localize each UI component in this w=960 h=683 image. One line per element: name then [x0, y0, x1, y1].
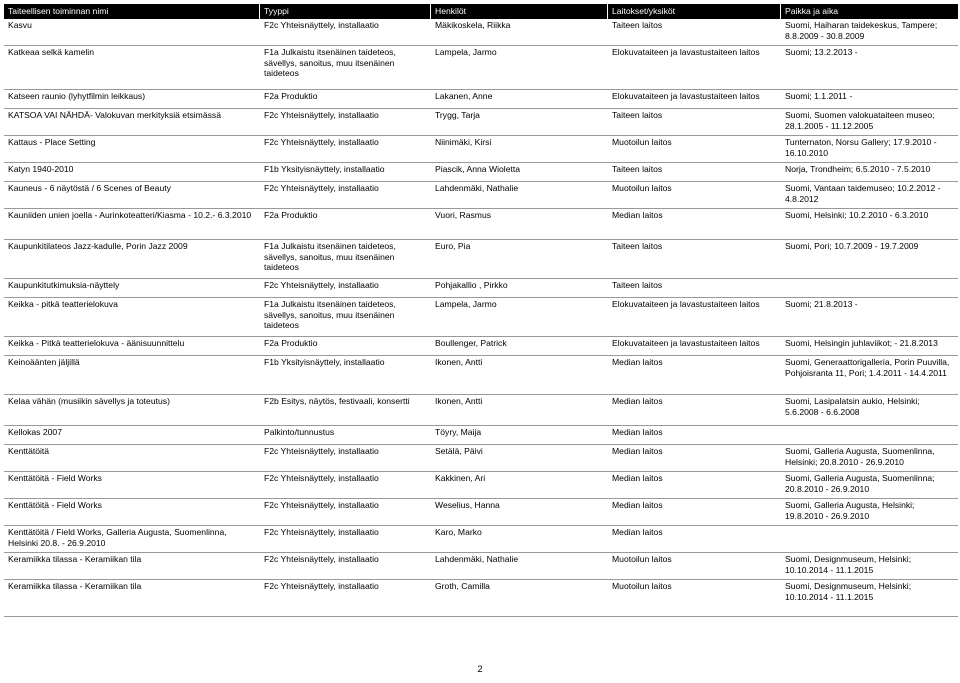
- cell-place-time: [781, 279, 958, 297]
- cell-type: F2c Yhteisnäyttely, installaatio: [264, 110, 379, 120]
- cell-name: Katyn 1940-2010: [8, 164, 74, 174]
- table-row: [4, 395, 958, 426]
- header-units: Laitokset/yksiköt: [608, 4, 781, 19]
- cell-persons: Töyry, Maija: [435, 427, 482, 437]
- cell-type: F2c Yhteisnäyttely, installaatio: [264, 280, 379, 290]
- cell-type: F2b Esitys, näytös, festivaali, konsertti: [264, 396, 410, 406]
- cell-name: Kenttätöitä - Field Works: [8, 500, 102, 510]
- cell-place-time: Suomi, Helsingin juhlaviikot; - 21.8.2013: [785, 338, 938, 348]
- cell-name: Keramiikka tilassa - Keramiikan tila: [8, 554, 142, 564]
- cell-type: F2c Yhteisnäyttely, installaatio: [264, 581, 379, 591]
- cell-name: Katkeaa selkä kamelin: [8, 47, 94, 57]
- cell-name: Kenttätöitä: [8, 446, 50, 456]
- table-row: [4, 209, 958, 240]
- cell-name: Kenttätöitä / Field Works, Galleria Augusta, Suomenlinna, Helsinki 20.8. - 26.9.2010: [8, 527, 227, 548]
- activities-table: [4, 4, 958, 617]
- table-row: [4, 445, 958, 472]
- cell-units: Median laitos: [612, 357, 663, 367]
- cell-units: Elokuvataiteen ja lavastustaiteen laitos: [612, 299, 760, 309]
- table-row: [4, 298, 958, 337]
- page-number: 2: [477, 664, 483, 675]
- table-row: [4, 109, 958, 136]
- cell-name: Kenttätöitä - Field Works: [8, 473, 102, 483]
- cell-place-time: Suomi, Helsinki; 10.2.2010 - 6.3.2010: [785, 210, 929, 220]
- header-place-time: Paikka ja aika: [781, 4, 958, 19]
- cell-persons: Lakanen, Anne: [435, 91, 493, 101]
- cell-place-time: Norja, Trondheim; 6.5.2010 - 7.5.2010: [785, 164, 931, 174]
- header-persons: Henkilöt: [431, 4, 608, 19]
- cell-place-time: Suomi; 13.2.2013 -: [785, 47, 858, 57]
- cell-place-time: Suomi, Generaattorigalleria, Porin Puuvilla, Pohjoisranta 11, Pori; 1.4.2011 - 14.4.2011: [785, 357, 950, 378]
- cell-type: F2c Yhteisnäyttely, installaatio: [264, 183, 379, 193]
- cell-place-time: [781, 426, 958, 444]
- table-row: [4, 163, 958, 182]
- cell-name: Kaupunkitutkimuksia-näyttely: [8, 280, 120, 290]
- cell-type: F2c Yhteisnäyttely, installaatio: [264, 554, 379, 564]
- cell-units: Muotoilun laitos: [612, 554, 672, 564]
- table-row: [4, 499, 958, 526]
- cell-place-time: Suomi, Haiharan taidekeskus, Tampere; 8.8.2009 - 30.8.2009: [785, 20, 938, 41]
- cell-type: F2c Yhteisnäyttely, installaatio: [264, 137, 379, 147]
- cell-units: Taiteen laitos: [612, 164, 663, 174]
- table-header: [4, 4, 958, 19]
- table-row: [4, 240, 958, 279]
- cell-type: F2c Yhteisnäyttely, installaatio: [264, 500, 379, 510]
- cell-persons: Kakkinen, Ari: [435, 473, 486, 483]
- table-row: [4, 553, 958, 580]
- cell-units: Median laitos: [612, 396, 663, 406]
- cell-name: Kasvu: [8, 20, 32, 30]
- table-row: [4, 46, 958, 90]
- table-row: [4, 426, 958, 445]
- cell-persons: Euro, Pia: [435, 241, 471, 251]
- table-row: [4, 279, 958, 298]
- cell-persons: Boullenger, Patrick: [435, 338, 507, 348]
- table-row: [4, 182, 958, 209]
- cell-type: F1b Yksityisnäyttely, installaatio: [264, 164, 385, 174]
- cell-units: Median laitos: [612, 446, 663, 456]
- cell-name: Kauniiden unien joella - Aurinkoteatteri/Kiasma - 10.2.- 6.3.2010: [8, 210, 252, 220]
- cell-type: F2c Yhteisnäyttely, installaatio: [264, 446, 379, 456]
- cell-place-time: Suomi; 1.1.2011 -: [785, 91, 853, 101]
- cell-type: F2c Yhteisnäyttely, installaatio: [264, 473, 379, 483]
- cell-persons: Mäkikoskela, Riikka: [435, 20, 511, 30]
- cell-units: Muotoilun laitos: [612, 183, 672, 193]
- cell-type: F2c Yhteisnäyttely, installaatio: [264, 20, 379, 30]
- cell-type: F2a Produktio: [264, 210, 318, 220]
- cell-name: Keikka - pitkä teatterielokuva: [8, 299, 118, 309]
- cell-persons: Piascik, Anna Wioletta: [435, 164, 521, 174]
- cell-place-time: Suomi, Lasipalatsin aukio, Helsinki; 5.6.2008 - 6.6.2008: [785, 396, 920, 417]
- cell-place-time: Suomi, Galleria Augusta, Suomenlinna, Helsinki; 20.8.2010 - 26.9.2010: [785, 446, 935, 467]
- cell-persons: Pohjakallio , Pirkko: [435, 280, 508, 290]
- cell-units: Taiteen laitos: [612, 280, 663, 290]
- cell-persons: Ikonen, Antti: [435, 357, 483, 367]
- table-row: [4, 90, 958, 109]
- cell-persons: Karo, Marko: [435, 527, 482, 537]
- cell-name: Kelaa vähän (musiikin sävellys ja toteutus): [8, 396, 170, 406]
- cell-place-time: Suomi; 21.8.2013 -: [785, 299, 858, 309]
- cell-units: Muotoilun laitos: [612, 581, 672, 591]
- cell-units: Taiteen laitos: [612, 241, 663, 251]
- cell-units: Elokuvataiteen ja lavastustaiteen laitos: [612, 91, 760, 101]
- cell-units: Taiteen laitos: [612, 20, 663, 30]
- cell-type: F2a Produktio: [264, 338, 318, 348]
- cell-units: Elokuvataiteen ja lavastustaiteen laitos: [612, 338, 760, 348]
- cell-persons: Lahdenmäki, Nathalie: [435, 554, 519, 564]
- cell-place-time: Suomi, Galleria Augusta, Suomenlinna; 20.8.2010 - 26.9.2010: [785, 473, 935, 494]
- cell-place-time: [781, 526, 958, 552]
- cell-name: Keinoäänten jäljillä: [8, 357, 80, 367]
- cell-persons: Lampela, Jarmo: [435, 47, 497, 57]
- cell-units: Median laitos: [612, 500, 663, 510]
- cell-units: Median laitos: [612, 527, 663, 537]
- cell-units: Median laitos: [612, 427, 663, 437]
- cell-name: Katseen raunio (lyhytfilmin leikkaus): [8, 91, 146, 101]
- table-row: [4, 19, 958, 46]
- cell-persons: Lahdenmäki, Nathalie: [435, 183, 519, 193]
- cell-persons: Niinimäki, Kirsi: [435, 137, 492, 147]
- cell-place-time: Suomi, Designmuseum, Helsinki; 10.10.2014 - 11.1.2015: [785, 581, 912, 602]
- cell-persons: Vuori, Rasmus: [435, 210, 492, 220]
- cell-name: Keikka - Pitkä teatterielokuva - äänisuunnittelu: [8, 338, 185, 348]
- cell-persons: Ikonen, Antti: [435, 396, 483, 406]
- cell-type: F1b Yksityisnäyttely, installaatio: [264, 357, 385, 367]
- cell-type: F1a Julkaistu itsenäinen taideteos, sävellys, sanoitus, muu itsenäinen taideteos: [264, 299, 396, 331]
- cell-name: Kellokas 2007: [8, 427, 62, 437]
- table-row: [4, 526, 958, 553]
- cell-place-time: Suomi, Suomen valokuataiteen museo; 28.1.2005 - 11.12.2005: [785, 110, 935, 131]
- table-row: [4, 356, 958, 395]
- cell-name: Kaupunkitilateos Jazz-kadulle, Porin Jazz 2009: [8, 241, 188, 251]
- table-row: [4, 136, 958, 163]
- cell-type: Palkinto/tunnustus: [264, 427, 335, 437]
- cell-units: Median laitos: [612, 210, 663, 220]
- cell-place-time: Tunternaton, Norsu Gallery; 17.9.2010 - 16.10.2010: [785, 137, 937, 158]
- cell-units: Elokuvataiteen ja lavastustaiteen laitos: [612, 47, 760, 57]
- cell-units: Muotoilun laitos: [612, 137, 672, 147]
- cell-place-time: Suomi, Pori; 10.7.2009 - 19.7.2009: [785, 241, 919, 251]
- cell-name: KATSOA VAI NÄHDÄ- Valokuvan merkityksiä etsimässä: [8, 110, 221, 120]
- cell-type: F2c Yhteisnäyttely, installaatio: [264, 527, 379, 537]
- cell-units: Taiteen laitos: [612, 110, 663, 120]
- table-row: [4, 337, 958, 356]
- cell-place-time: Suomi, Vantaan taidemuseo; 10.2.2012 - 4.8.2012: [785, 183, 941, 204]
- header-type: Tyyppi: [260, 4, 431, 19]
- header-name: Taiteellisen toiminnan nimi: [4, 4, 260, 19]
- cell-place-time: Suomi, Galleria Augusta, Helsinki; 19.8.2010 - 26.9.2010: [785, 500, 915, 521]
- table-row: [4, 580, 958, 617]
- cell-place-time: Suomi, Designmuseum, Helsinki; 10.10.2014 - 11.1.2015: [785, 554, 912, 575]
- cell-persons: Setälä, Päivi: [435, 446, 483, 456]
- cell-name: Kauneus - 6 näytöstä / 6 Scenes of Beauty: [8, 183, 171, 193]
- cell-persons: Lampela, Jarmo: [435, 299, 497, 309]
- cell-persons: Groth, Camilla: [435, 581, 490, 591]
- cell-units: Median laitos: [612, 473, 663, 483]
- cell-type: F1a Julkaistu itsenäinen taideteos, sävellys, sanoitus, muu itsenäinen taideteos: [264, 241, 396, 273]
- cell-name: Keramiikka tilassa - Keramiikan tila: [8, 581, 142, 591]
- cell-name: Kattaus - Place Setting: [8, 137, 96, 147]
- cell-type: F2a Produktio: [264, 91, 318, 101]
- table-body: [4, 19, 958, 617]
- cell-type: F1a Julkaistu itsenäinen taideteos, sävellys, sanoitus, muu itsenäinen taideteos: [264, 47, 396, 79]
- table-row: [4, 472, 958, 499]
- cell-persons: Weselius, Hanna: [435, 500, 500, 510]
- cell-persons: Trygg, Tarja: [435, 110, 480, 120]
